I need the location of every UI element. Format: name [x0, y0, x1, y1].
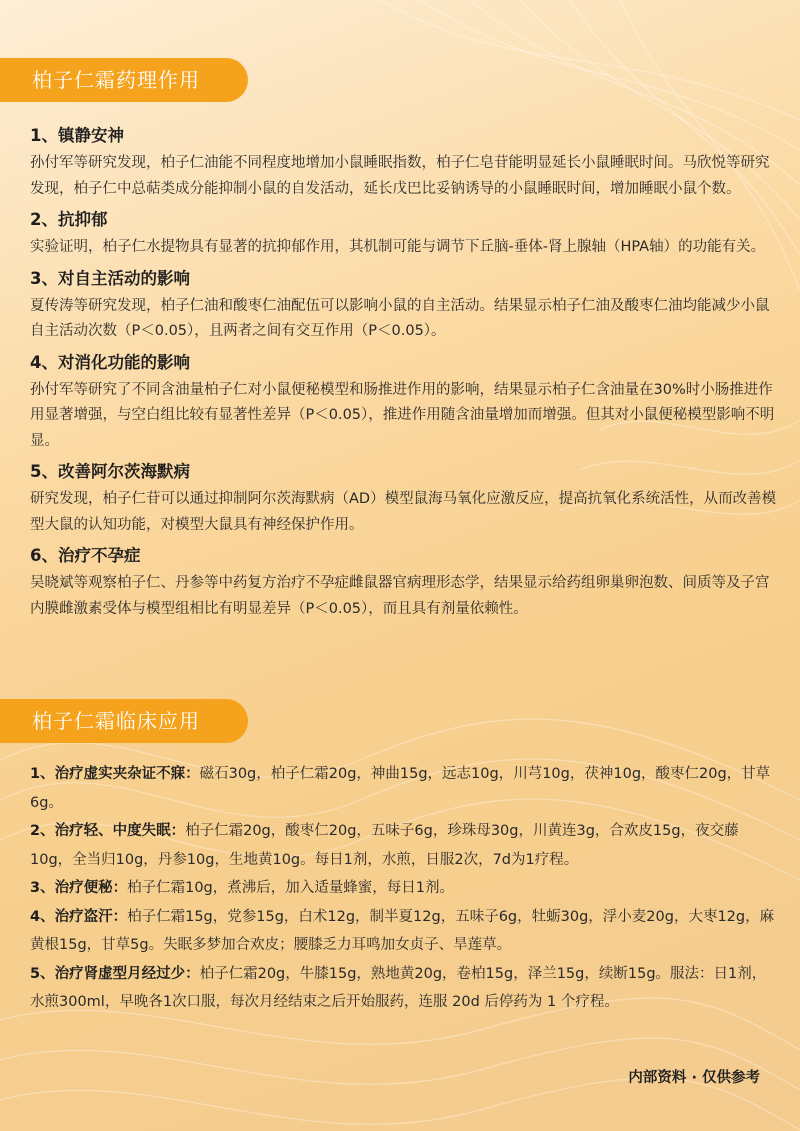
clinical-item: [30, 817, 778, 874]
footer-note: 内部资料 · 仅供参考: [628, 1070, 760, 1086]
clinical-item: [30, 960, 778, 1017]
item-heading: 2、治疗轻、中度失眠：: [30, 823, 186, 839]
clinical-item: [30, 874, 778, 903]
item-text: 柏子仁霜15g，党参15g，白术12g，制半夏12g，五味子6g，牡蛎30g，浮小麦20g，大枣12g，麻黄根15g，甘草5g。失眠多梦加合欢皮；腰膝乏力耳鸣加女贞子、旱莲草。: [30, 908, 775, 953]
item-heading: 4、治疗盗汗：: [30, 908, 128, 925]
item-heading: 6、治疗不孕症: [30, 546, 141, 565]
item-text: 磁石30g，柏子仁霜20g，神曲15g，远志10g，川芎10g，茯神10g，酸枣仁20g，甘草6g。: [30, 766, 771, 811]
item-text: 柏子仁霜10g，煮沸后，加入适量蜂蜜，每日1剂。: [127, 880, 454, 896]
item-heading: 5、改善阿尔茨海默病: [30, 462, 190, 481]
item-text: 柏子仁霜20g，酸枣仁20g，五味子6g，珍珠母30g，川黄连3g，合欢皮15g，夜交藤10g，全当归10g，丹参10g，生地黄10g。每日1剂，水煎，日服2次，7d为1疗程。: [30, 823, 739, 868]
pharmacology-section: [30, 121, 778, 625]
item-text: 研究发现，柏子仁苷可以通过抑制阿尔茨海默病（AD）模型鼠海马氧化应激反应，提高抗氧化系统活性，从而改善模型大鼠的认知功能，对模型大鼠具有神经保护作用。: [30, 491, 777, 533]
item-text: 吴晓斌等观察柏子仁、丹参等中药复方治疗不孕症雌鼠器官病理形态学，结果显示给药组卵巢卵泡数、间质等及子宫内膜雌激素受体与模型组相比有明显差异（P＜0.05），而且具有剂量依赖性。: [30, 575, 770, 617]
item-heading: 2、抗抑郁: [30, 210, 108, 229]
item-heading: 1、治疗虚实夹杂证不寐：: [30, 766, 200, 782]
pharmacology-item: [30, 121, 778, 202]
clinical-item: [30, 760, 778, 817]
item-heading: 1、镇静安神: [30, 126, 124, 145]
item-text: 孙付军等研究了不同含油量柏子仁对小鼠便秘模型和肠推进作用的影响，结果显示柏子仁含油量在30%时小肠推进作用显著增强，与空白组比较有显著性差异（P＜0.05），推进作用随含油量增加而增强。但其对小鼠便秘模型影响不明显。: [30, 381, 775, 449]
pharmacology-item: [30, 348, 778, 455]
section-banner-clinical: 柏子仁霜临床应用: [0, 699, 248, 743]
item-heading: 3、治疗便秘：: [30, 880, 128, 896]
pharmacology-item: [30, 541, 778, 622]
pharmacology-item: [30, 457, 778, 538]
item-text: 实验证明，柏子仁水提物具有显著的抗抑郁作用，其机制可能与调节下丘脑-垂体-肾上腺轴（HPA轴）的功能有关。: [30, 239, 766, 255]
pharmacology-item: [30, 205, 778, 261]
item-text: 夏传涛等研究发现，柏子仁油和酸枣仁油配伍可以影响小鼠的自主活动。结果显示柏子仁油及酸枣仁油均能减少小鼠自主活动次数（P＜0.05），且两者之间有交互作用（P＜0.05）。: [30, 297, 770, 339]
section-banner-pharmacology: 柏子仁霜药理作用: [0, 58, 248, 102]
item-heading: 4、对消化功能的影响: [30, 352, 190, 372]
clinical-item: [30, 903, 778, 960]
item-heading: 3、对自主活动的影响: [30, 268, 190, 288]
item-text: 柏子仁霜20g，牛膝15g，熟地黄20g，卷柏15g，泽兰15g，续断15g。服法：日1剂，水煎300ml，早晚各1次口服，每次月经结束之后开始服药，连服 20d 后停药为 1 个疗程。: [30, 965, 767, 1010]
clinical-section: [30, 760, 778, 1017]
item-text: 孙付军等研究发现，柏子仁油能不同程度地增加小鼠睡眠指数，柏子仁皂苷能明显延长小鼠睡眠时间。马欣悦等研究发现，柏子仁中总萜类成分能抑制小鼠的自发活动，延长戊巴比妥钠诱导的小鼠睡眠时间，增加睡眠小鼠个数。: [30, 155, 770, 197]
pharmacology-item: [30, 264, 778, 345]
item-heading: 5、治疗肾虚型月经过少：: [30, 965, 200, 982]
